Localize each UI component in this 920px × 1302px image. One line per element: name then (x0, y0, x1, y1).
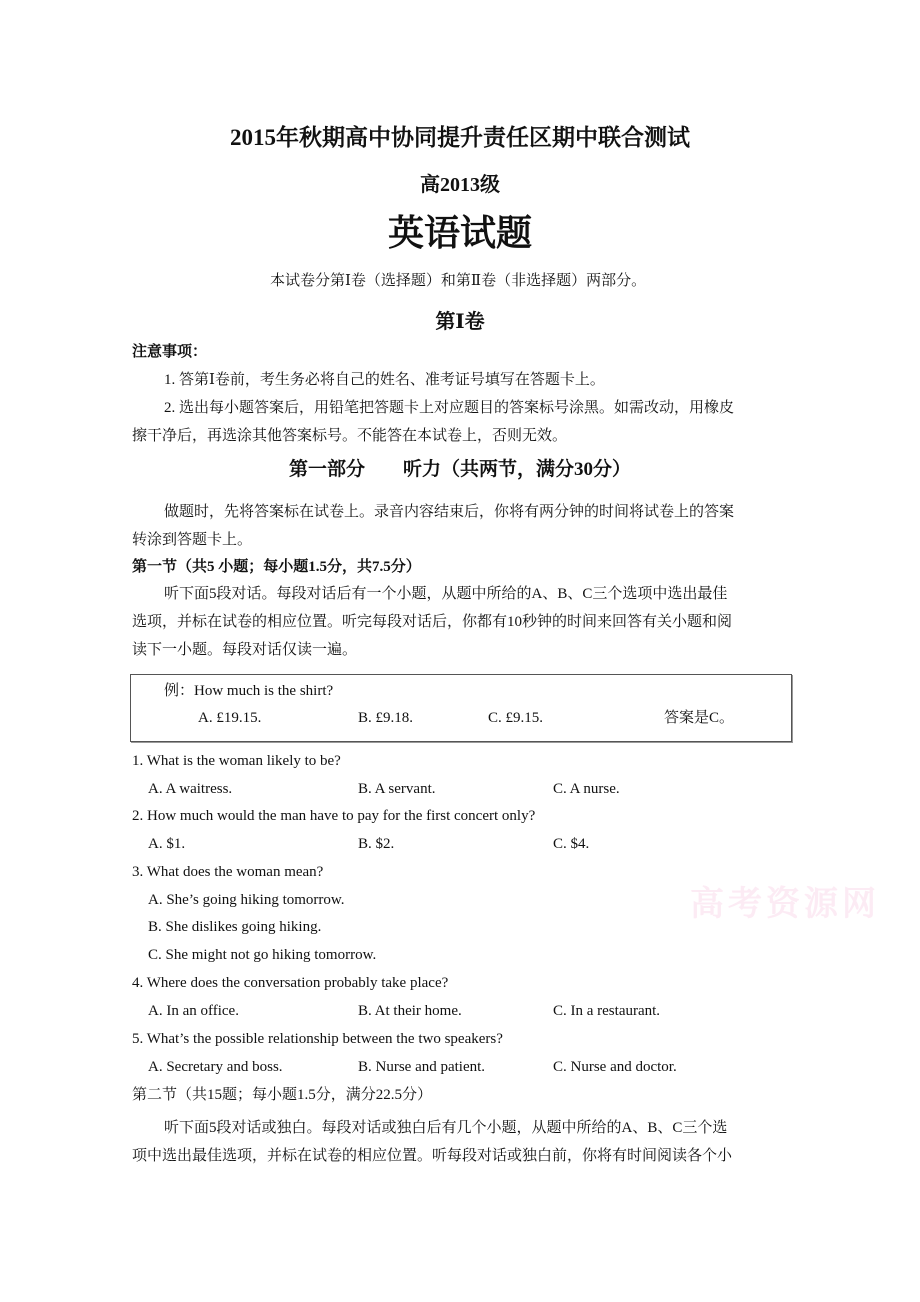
notice-item-2-cont: 擦干净后，再选涂其他答案标号。不能答在本试卷上，否则无效。 (132, 428, 568, 444)
q1-option-a: A. A waitress. (148, 781, 233, 797)
section2-instructions-2: 项中选出最佳选项，并标在试卷的相应位置。听每段对话或独白前，你将有时间阅读各个小 (132, 1148, 733, 1164)
example-option-a: A. £19.15. (198, 710, 262, 726)
example-option-b: B. £9.18. (358, 710, 414, 726)
q3-option-b: B. She dislikes going hiking. (148, 919, 322, 935)
notice-heading: 注意事项： (132, 344, 208, 360)
question-3: 3. What does the woman mean? (132, 864, 324, 880)
q5-option-a: A. Secretary and boss. (148, 1059, 283, 1075)
section1-instructions-2: 选项，并标在试卷的相应位置。听完每段对话后，你都有10秒钟的时间来回答有关小题和阅 (132, 614, 733, 630)
q3-option-a: A. She’s going hiking tomorrow. (148, 892, 345, 908)
section1-instructions: 听下面5段对话。每段对话后有一个小题，从题中所给的A、B、C三个选项中选出最佳 (164, 586, 728, 602)
q3-option-c: C. She might not go hiking tomorrow. (148, 947, 377, 963)
intro-text: 本试卷分第Ⅰ卷（选择题）和第Ⅱ卷（非选择题）两部分。 (270, 273, 647, 289)
volume-heading: 第Ⅰ卷 (435, 311, 485, 333)
grade-label: 高2013级 (420, 174, 500, 196)
q4-option-b: B. At their home. (358, 1003, 462, 1019)
q4-option-a: A. In an office. (148, 1003, 239, 1019)
section1-instructions-3: 读下一小题。每段对话仅读一遍。 (132, 642, 358, 658)
q5-option-b: B. Nurse and patient. (358, 1059, 486, 1075)
notice-item-1: 1. 答第Ⅰ卷前，考生务必将自己的姓名、准考证号填写在答题卡上。 (164, 372, 605, 388)
q2-option-c: C. $4. (553, 836, 590, 852)
section2-instructions: 听下面5段对话或独白。每段对话或独白后有几个小题，从题中所给的A、B、C三个选 (164, 1120, 728, 1136)
part1-instructions: 做题时，先将答案标在试卷上。录音内容结束后，你将有两分钟的时间将试卷上的答案 (164, 504, 735, 520)
part1-instructions-cont: 转涂到答题卡上。 (132, 532, 253, 548)
question-4: 4. Where does the conversation probably take place? (132, 975, 449, 991)
q1-option-b: B. A servant. (358, 781, 436, 797)
example-option-c: C. £9.15. (488, 710, 544, 726)
exam-title: 2015年秋期高中协同提升责任区期中联合测试 (230, 125, 690, 150)
subject-title: 英语试题 (387, 213, 532, 253)
section2-heading: 第二节（共15题；每小题1.5分，满分22.5分） (132, 1087, 433, 1103)
part1-heading: 第一部分 听力（共两节，满分30分） (288, 459, 631, 480)
q5-option-c: C. Nurse and doctor. (553, 1059, 677, 1075)
q2-option-a: A. $1. (148, 836, 186, 852)
watermark: 高考资源网 (690, 886, 880, 923)
notice-item-2: 2. 选出每小题答案后，用铅笔把答题卡上对应题目的答案标号涂黑。如需改动，用橡皮 (164, 400, 735, 416)
question-5: 5. What’s the possible relationship between the two speakers? (132, 1031, 503, 1047)
q1-option-c: C. A nurse. (553, 781, 620, 797)
q2-option-b: B. $2. (358, 836, 395, 852)
q4-option-c: C. In a restaurant. (553, 1003, 661, 1019)
question-1: 1. What is the woman likely to be? (132, 753, 341, 769)
example-answer: 答案是C。 (664, 710, 735, 726)
section1-heading: 第一节（共5 小题；每小题1.5分，共7.5分） (132, 559, 421, 575)
example-question: 例：How much is the shirt? (164, 683, 334, 699)
question-2: 2. How much would the man have to pay for the first concert only? (132, 808, 536, 824)
